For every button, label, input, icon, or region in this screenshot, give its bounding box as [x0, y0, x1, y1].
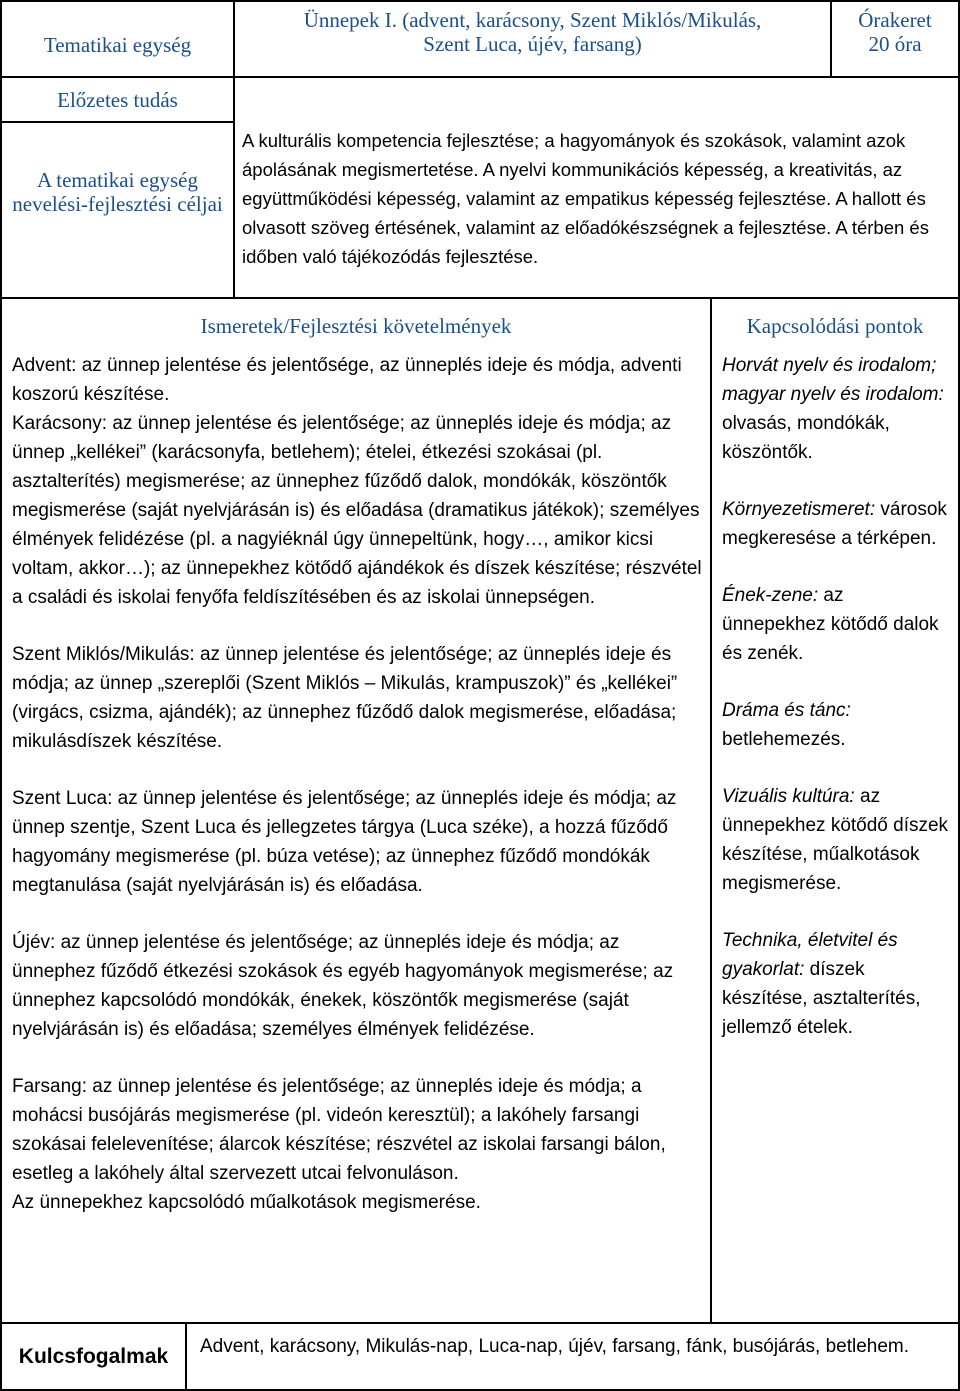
elozetes-tudas-text: Előzetes tudás: [57, 87, 178, 112]
kapcsolodas-subject: Ének-zene:: [722, 585, 819, 606]
celjai-label: A tematikai egység nevelési-fejlesztési céljai: [12, 168, 223, 216]
tematikai-egyseg-text: Tematikai egység: [43, 33, 192, 57]
celjai-text: A kulturális kompetencia fejlesztése; a hagyományok és szokások, valamint azok ápolásának megismertetése. A nyelvi kommunikációs képesség, a kreativitás, az együttműködési képesség, valamint az empatikus képesség fejlesztése. A hallott és olvasott szöveg értésének, valamint az előadókészségnek a fejlesztése. A térben és időben való tájékozódás fejlesztése.: [242, 130, 929, 267]
kapcsolodas-subject: Vizuális kultúra:: [722, 786, 855, 807]
orakeret-label: Órakeret: [858, 8, 932, 32]
row-divider: [0, 121, 233, 123]
kapcsolodas-subject: Horvát nyelv és irodalom; magyar nyelv és irodalom:: [722, 355, 944, 405]
kapcsolodas-text: városok megkeresése a térképen.: [722, 499, 947, 549]
kapcsolodas-item: [722, 696, 952, 754]
kapcsolodasi-content: [722, 351, 952, 1042]
kapcsolodas-subject: Környezetismeret:: [722, 499, 876, 520]
ismeretek-paragraph-luca: Szent Luca: az ünnep jelentése és jelentősége; az ünneplés ideje és módja; az ünnep szentje, Szent Luca és jellegzetes tárgya (Luca széke), a hozzá fűződő hagyomány megismerése (pl. búza vetése); az ünnephez fűződő mondókák megtanulása (saját nyelvjárásán is) és előadása.: [12, 788, 677, 896]
kapcsolodas-text: olvasás, mondókák, köszöntők.: [722, 413, 890, 463]
kapcsolodas-text: díszek készítése, asztalterítés, jellemző ételek.: [722, 959, 921, 1038]
ismeretek-paragraph-advent-karacsony: Advent: az ünnep jelentése és jelentősége, az ünneplés ideje és módja, adventi koszorú készítése. Karácsony: az ünnep jelentése és jelentősége; az ünneplés ideje és módja; az ünnep „kellékei” (karácsonyfa, betlehem); ételei, étkezési szokásai (pl. asztalterítés) megismerése; az ünnephez fűződő dalok, mondókák, köszöntők megismerése (saját nyelvjárásán is) és előadása (dramatikus játékok); személyes élmények felidézése (pl. a nagyiéknál úgy ünnepeltünk, hogy…, amikor kicsi voltam, akkor…); az ünnepekhez kötődő ajándékok és díszek készítése; részvétel a családi és iskolai fenyőfa feldíszítésében és az iskolai ünnepségen.: [12, 355, 702, 608]
kapcsolodas-subject: Dráma és tánc:: [722, 700, 851, 721]
kapcsolodas-item: [722, 782, 952, 898]
kapcsolodas-subject: Technika, életvitel és gyakorlat:: [722, 930, 898, 980]
col-divider: [185, 1322, 187, 1390]
kulcsfogalmak-label: [2, 1324, 185, 1389]
ismeretek-paragraph-ujev: Újév: az ünnep jelentése és jelentősége; az ünneplés ideje és módja; az ünnephez fűződő étkezési szokások és egyéb hagyományok megismerése; az ünnephez kapcsolódó mondókák, énekek, köszöntők megismerése (saját nyelvjárásán is) és előadása; személyes élmények felidézése.: [12, 932, 674, 1040]
kapcsolodasi-header: Kapcsolódási pontok: [746, 314, 924, 338]
elozetes-tudas-value: [240, 80, 940, 120]
tematikai-egyseg-label: [2, 2, 233, 76]
kapcsolodas-item: [722, 581, 952, 668]
unit-title: Ünnepek I. (advent, karácsony, Szent Miklós/Mikulás, Szent Luca, újév, farsang): [303, 8, 762, 56]
col-divider: [710, 297, 712, 1323]
kapcsolodas-item: [722, 926, 952, 1042]
kapcsolodas-text: az ünnepekhez kötődő dalok és zenék.: [722, 585, 939, 664]
kapcsolodas-text: az ünnepekhez kötődő díszek készítése, műalkotások megismerése.: [722, 786, 949, 894]
kapcsolodas-item: [722, 351, 952, 467]
orakeret: [832, 8, 958, 74]
ismeretek-content: [12, 351, 706, 1217]
ismeretek-paragraph-mikulas: Szent Miklós/Mikulás: az ünnep jelentése és jelentősége; az ünneplés ideje és módja; az ünnep „szereplői (Szent Miklós – Mikulás, krampuszok)” és „kellékei” (virgács, csizma, ajándék); az ünnephez fűződő dalok megismerése, előadása; mikulásdíszek készítése.: [12, 644, 678, 752]
kulcsfogalmak-text: Advent, karácsony, Mikulás-nap, Luca-nap, újév, farsang, fánk, busójárás, betlehem.: [200, 1336, 910, 1357]
kulcsfogalmak-label-text: Kulcsfogalmak: [18, 1344, 169, 1368]
kapcsolodas-item: [722, 495, 952, 553]
kapcsolodas-text: betlehemezés.: [722, 729, 846, 750]
orakeret-value: 20 óra: [868, 32, 922, 56]
ismeretek-paragraph-farsang: Farsang: az ünnep jelentése és jelentősége; az ünneplés ideje és módja; a mohácsi busójárás megismerése (pl. videón keresztül); a lakóhely farsangi szokásai felelevenítése; álarcok készítése; részvétel az iskolai farsangi bálon, esetleg a lakóhely által szervezett utcai felvonuláson. Az ünnepekhez kapcsolódó műalkotások megismerése.: [12, 1076, 666, 1213]
ismeretek-header: Ismeretek/Fejlesztési követelmények: [200, 314, 512, 338]
row-divider: [0, 297, 960, 299]
elozetes-tudas-label: [2, 78, 233, 121]
